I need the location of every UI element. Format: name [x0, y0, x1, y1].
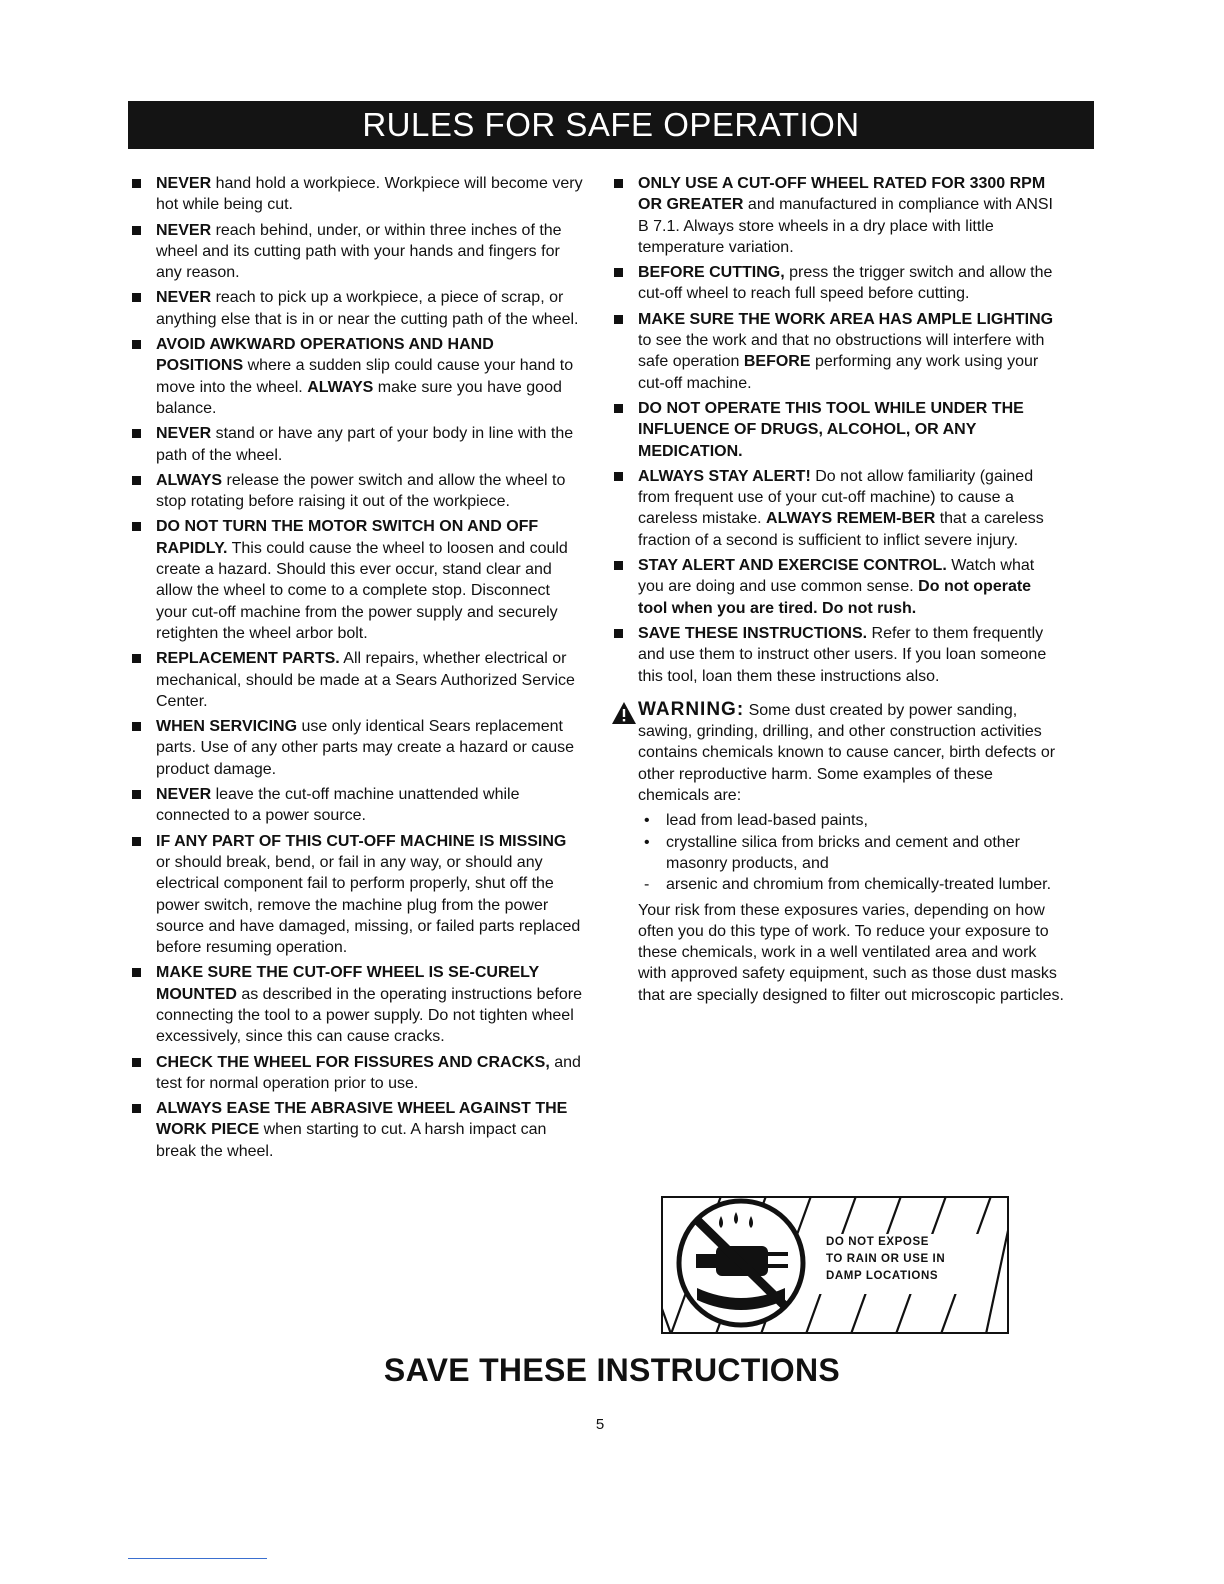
sign-line-1: DO NOT EXPOSE	[826, 1236, 930, 1248]
safety-rule	[612, 398, 1064, 462]
page-title: RULES FOR SAFE OPERATION	[128, 101, 1094, 149]
right-rules-list	[612, 173, 1064, 687]
rule-emphasis: ONLY USE A CUT-OFF WHEEL RATED FOR 3300 RPM OR GREATER	[638, 175, 1046, 214]
square-bullet-icon	[132, 790, 141, 799]
square-bullet-icon	[132, 1104, 141, 1113]
rule-text: release the power switch and allow the wheel to stop rotating before raising it out of the workpiece.	[156, 471, 566, 511]
rule-text: where a sudden slip could cause your hand to move into the wheel.	[156, 357, 574, 396]
square-bullet-icon	[132, 1058, 141, 1067]
rule-emphasis: NEVER	[156, 221, 212, 239]
rule-emphasis: AVOID AWKWARD OPERATIONS AND HAND POSITIONS	[156, 336, 494, 375]
square-bullet-icon	[614, 268, 623, 277]
rule-text: as described in the operating instructions before connecting the tool to a power supply. Do not tighten wheel excessively, since this can cause cracks.	[156, 985, 582, 1046]
square-bullet-icon	[614, 404, 623, 413]
rule-emphasis: ALWAYS EASE THE ABRASIVE WHEEL AGAINST THE WORK PIECE	[156, 1100, 568, 1139]
safety-rule	[130, 716, 585, 780]
safety-rule	[130, 1052, 585, 1095]
chemical-example-item	[638, 810, 1064, 831]
rule-emphasis: REPLACEMENT PARTS.	[156, 650, 340, 668]
rule-emphasis: NEVER	[156, 175, 212, 192]
left-column	[130, 173, 585, 1166]
warning-triangle-icon	[612, 701, 638, 725]
rule-text: use only identical Sears replacement parts. Use of any other parts may create a hazard or cause product damage.	[156, 718, 574, 778]
safety-rule	[130, 173, 585, 216]
safety-rule	[612, 623, 1064, 687]
square-bullet-icon	[132, 968, 141, 977]
square-bullet-icon	[614, 472, 623, 481]
chemical-examples-list	[638, 810, 1064, 895]
rule-text: stand or have any part of your body in line with the path of the wheel.	[156, 425, 574, 464]
safety-rule	[130, 648, 585, 712]
rule-emphasis: MAKE SURE THE CUT-OFF WHEEL IS SE-CURELY MOUNTED	[156, 964, 539, 1003]
rule-text: Do not allow familiarity (gained from frequent use of your cut-off machine) to cause a careless mistake.	[638, 467, 1034, 528]
square-bullet-icon	[614, 315, 623, 324]
safety-rule	[130, 962, 585, 1047]
square-bullet-icon	[132, 522, 141, 531]
footer-divider	[128, 1558, 267, 1559]
safety-rule	[130, 287, 585, 330]
square-bullet-icon	[132, 476, 141, 485]
square-bullet-icon	[132, 293, 141, 302]
rule-text: press the trigger switch and allow the cut-off wheel to reach full speed before cutting.	[638, 264, 1053, 303]
safety-rule	[612, 555, 1064, 619]
rule-emphasis: STAY ALERT AND EXERCISE CONTROL.	[638, 557, 947, 575]
rule-text: Refer to them frequently and use them to instruct other users. If you loan someone this tool, loan them these instructions also.	[638, 624, 1047, 685]
rule-text: to see the work and that no obstructions will interfere with safe operation	[638, 332, 1045, 371]
rule-emphasis: ALWAYS	[156, 471, 223, 489]
square-bullet-icon	[132, 179, 141, 188]
rule-emphasis: NEVER	[156, 425, 212, 443]
right-column	[612, 173, 1064, 1006]
chemical-example-text: crystalline silica from bricks and cement and other masonry products, and	[666, 833, 1020, 872]
sign-line-3: DAMP LOCATIONS	[826, 1270, 939, 1282]
rule-emphasis: Do not operate tool when you are tired. Do not rush.	[638, 578, 1032, 617]
chemical-example-item	[638, 832, 1064, 875]
safety-rule	[612, 309, 1064, 394]
chemical-example-text: lead from lead-based paints,	[666, 812, 868, 830]
rule-text: when starting to cut. A harsh impact can break the wheel.	[156, 1121, 547, 1160]
safety-rule	[130, 334, 585, 419]
safety-rule	[612, 466, 1064, 551]
rule-text: reach to pick up a workpiece, a piece of scrap, or anything else that is in or near the cutting path of the wheel.	[156, 289, 579, 328]
rule-text: and manufactured in compliance with ANSI B 7.1. Always store wheels in a dry place with little temperature variation.	[638, 196, 1053, 256]
safety-rule	[130, 470, 585, 513]
rule-emphasis: DO NOT TURN THE MOTOR SWITCH ON AND OFF RAPIDLY.	[156, 518, 539, 557]
list-marker: •	[644, 812, 650, 830]
safety-rule	[612, 173, 1064, 258]
rule-emphasis: SAVE THESE INSTRUCTIONS.	[638, 624, 868, 642]
safety-rule	[130, 1098, 585, 1162]
rule-text: This could cause the wheel to loosen and could create a hazard. Should this ever occur, stand clear and allow the wheel to come to a complete stop. Disconnect your cut-off machine from the power supply and securely retighten the wheel arbor bolt.	[156, 539, 568, 642]
square-bullet-icon	[132, 837, 141, 846]
rule-text: leave the cut-off machine unattended while connected to a power source.	[156, 786, 520, 825]
rule-emphasis: BEFORE	[743, 353, 811, 371]
warning-block	[612, 699, 1064, 1006]
rule-emphasis: BEFORE CUTTING,	[638, 264, 785, 282]
rule-emphasis: ALWAYS	[307, 378, 374, 396]
safety-rule	[130, 784, 585, 827]
rule-emphasis: ALWAYS STAY ALERT!	[638, 467, 811, 485]
square-bullet-icon	[132, 429, 141, 438]
sign-line-2: TO RAIN OR USE IN	[826, 1253, 946, 1265]
chemical-example-item	[638, 874, 1064, 895]
safety-rule	[612, 262, 1064, 305]
square-bullet-icon	[614, 179, 623, 188]
rule-emphasis: ALWAYS REMEM-BER	[766, 510, 936, 528]
rule-text: hand hold a workpiece. Workpiece will become very hot while being cut.	[156, 175, 583, 214]
rule-text: make sure you have good balance.	[156, 378, 562, 417]
rule-text: reach behind, under, or within three inches of the wheel and its cutting path with your hands and fingers for any reason.	[156, 221, 562, 282]
rule-text: All repairs, whether electrical or mechanical, should be made at a Sears Authorized Service Center.	[156, 650, 575, 710]
square-bullet-icon	[132, 226, 141, 235]
save-instructions-heading: SAVE THESE INSTRUCTIONS	[383, 1352, 841, 1388]
sign-label	[816, 1234, 992, 1294]
safety-rule	[130, 831, 585, 959]
square-bullet-icon	[132, 654, 141, 663]
rule-text: and test for normal operation prior to use.	[156, 1053, 581, 1092]
warning-title: WARNING:	[638, 698, 745, 720]
rule-text: or should break, bend, or fail in any way, or should any electrical component fail to perform properly, shut off the power switch, remove the machine plug from the power source and have damaged, missing, or failed parts replaced before resuming operation.	[156, 853, 581, 957]
safety-rule	[130, 220, 585, 284]
square-bullet-icon	[614, 629, 623, 638]
rule-emphasis: NEVER	[156, 786, 212, 804]
warning-closing: Your risk from these exposures varies, depending on how often you do this type of work. To reduce your exposure to these chemicals, work in a well ventilated area and work with approved safety equipment, such as those dust masks that are specially designed to filter out microscopic particles.	[638, 901, 1064, 1004]
square-bullet-icon	[132, 340, 141, 349]
page-number: 5	[595, 1416, 605, 1433]
rule-text: performing any work using your cut-off machine.	[638, 353, 1039, 392]
safety-rule	[130, 516, 585, 644]
chemical-example-text: arsenic and chromium from chemically-treated lumber.	[666, 876, 1052, 894]
warning-intro: Some dust created by power sanding, sawing, grinding, drilling, and other construction activities contains chemicals known to cause cancer, birth defects or other reproductive harm. Some examples of these chemicals are:	[638, 701, 1056, 805]
rule-emphasis: IF ANY PART OF THIS CUT-OFF MACHINE IS MISSING	[156, 832, 567, 850]
square-bullet-icon	[614, 561, 623, 570]
rule-emphasis: NEVER	[156, 289, 212, 307]
list-marker: -	[644, 876, 650, 894]
rule-emphasis: WHEN SERVICING	[156, 718, 298, 736]
rule-emphasis: CHECK THE WHEEL FOR FISSURES AND CRACKS,	[156, 1053, 550, 1071]
square-bullet-icon	[132, 722, 141, 731]
rule-text: that a careless fraction of a second is sufficient to inflict severe injury.	[638, 510, 1044, 549]
rule-emphasis: DO NOT OPERATE THIS TOOL WHILE UNDER THE INFLUENCE OF DRUGS, ALCOHOL, OR ANY MEDICATION.	[638, 399, 1024, 460]
rule-text: Watch what you are doing and use common sense.	[638, 557, 1035, 596]
rule-emphasis: MAKE SURE THE WORK AREA HAS AMPLE LIGHTING	[638, 310, 1054, 328]
list-marker: •	[644, 833, 650, 851]
safety-rule	[130, 423, 585, 466]
